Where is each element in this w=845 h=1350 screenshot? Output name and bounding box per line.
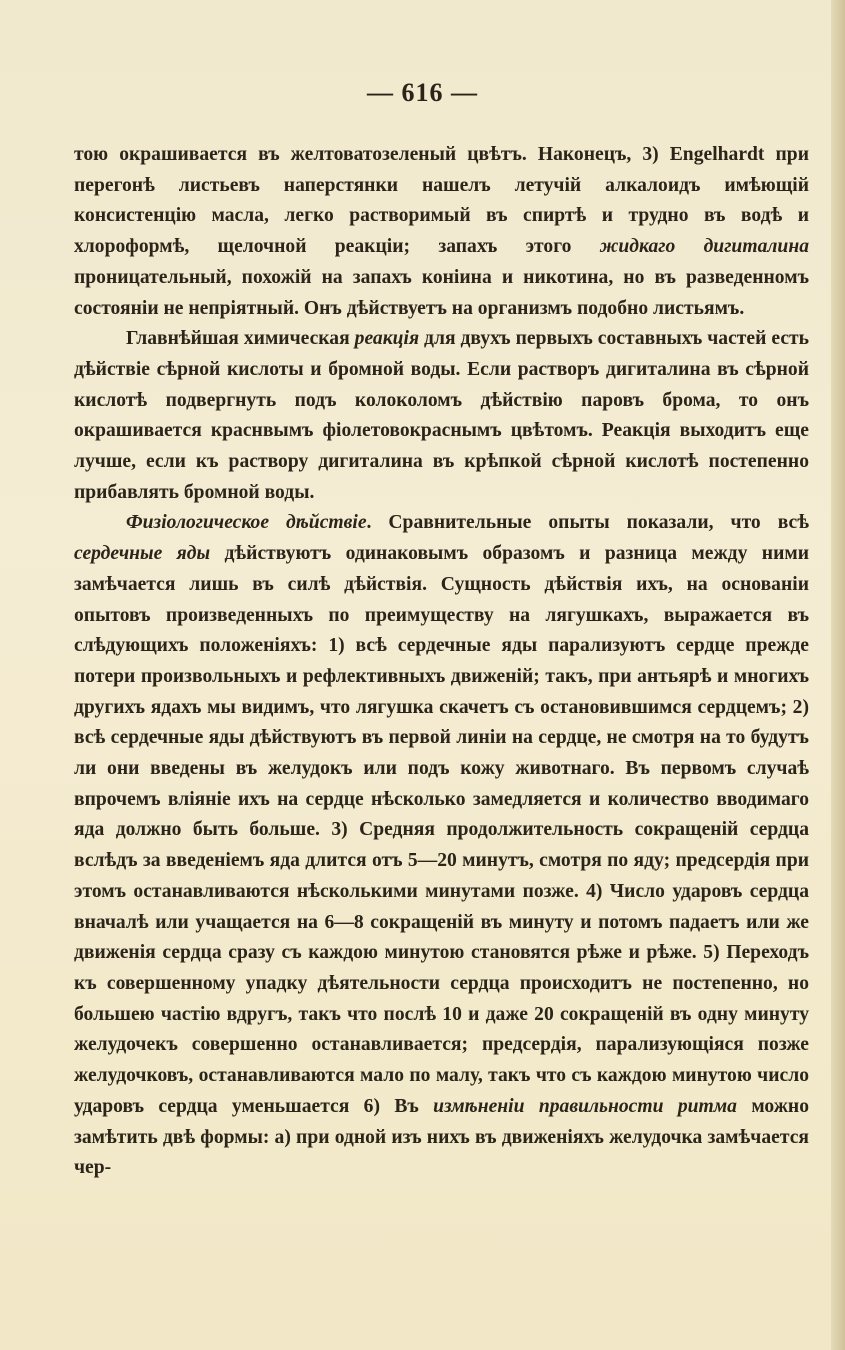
text-run: Главнѣйшая химическая xyxy=(126,328,355,350)
paragraph xyxy=(74,140,809,324)
italic-term: жидкаго дигиталина xyxy=(599,236,809,258)
paragraph xyxy=(74,324,809,508)
text-run: дѣйствуютъ одинаковымъ образомъ и разница между ними замѣчается лишь въ силѣ дѣйствія. Сущность дѣйствія ихъ, на основаніи опытовъ произведенныхъ по преимуществу на лягушкахъ, выражается въ слѣдующихъ положеніяхъ: 1) всѣ сердечные яды парализуютъ сердце прежде потери произвольныхъ и рефлективныхъ движеній; такъ, при антьярѣ и многихъ другихъ ядахъ мы видимъ, что лягушка скачетъ съ остановившимся сердцемъ; 2) всѣ сердечные яды дѣйствуютъ въ первой линіи на сердце, не смотря на то будутъ ли они введены въ желудокъ или подъ кожу животнаго. Въ первомъ случаѣ впрочемъ вліяніе ихъ на сердце нѣсколько замедляется и количество вводимаго яда должно быть больше. 3) Средняя продолжительность сокращеній сердца вслѣдъ за введеніемъ яда длится отъ 5—20 минутъ, смотря по яду; предсердія при этомъ останавливаются нѣсколькими минутами позже. 4) Число ударовъ сердца вначалѣ или учащается на 6—8 сокращеній въ минуту и потомъ падаетъ или же движенія сердца сразу съ каждою минутою становятся рѣже и рѣже. 5) Переходъ къ совершенному упадку дѣятельности сердца происходитъ не постепенно, но большею частію вдругъ, такъ что послѣ 10 и даже 20 сокращеній въ одну минуту желудочекъ совершенно останавливается; предсердія, парализующіяся позже желудочковъ, останавливаются мало по малу, такъ что съ каждою минутою число ударовъ сердца уменьшается 6) Въ xyxy=(74,543,809,1117)
italic-term: реакція xyxy=(354,328,420,350)
text-run: проницательный, похожій на запахъ коніина и никотина, но въ разведенномъ состояніи не непріятный. Онъ дѣйствуетъ на организмъ подобно листьямъ. xyxy=(74,266,809,319)
italic-term: измѣненіи правильности ритма xyxy=(433,1095,737,1117)
paragraph xyxy=(74,508,809,1183)
body-text xyxy=(74,140,809,1184)
page-number: — 616 — xyxy=(367,78,478,107)
text-run: можно замѣтить двѣ формы: а) при одной изъ нихъ въ движеніяхъ желудочка замѣчается чер- xyxy=(74,1095,810,1179)
italic-term: сердечные яды xyxy=(74,543,211,565)
text-run: . Сравнительные опыты показали, что всѣ xyxy=(366,512,809,534)
text-run: для двухъ первыхъ составныхъ частей есть дѣйствіе сѣрной кислоты и бромной воды. Если растворъ дигиталина въ сѣрной кислотѣ подвергнуть подъ колоколомъ дѣйствію паровъ брома, то онъ окрашивается краснвымъ фіолетовокраснымъ цвѣтомъ. Реакція выходитъ еще лучше, если къ раствору дигиталина въ крѣпкой сѣрной кислотѣ постепенно прибавлять бромной воды. xyxy=(74,328,809,503)
text-run: тою окрашивается въ желтоватозеленый цвѣтъ. Наконецъ, 3) Engelhardt при перегонѣ листьевъ наперстянки нашелъ летучій алкалоидъ имѣющій консистенцію масла, легко растворимый въ спиртѣ и трудно въ водѣ и хлороформѣ, щелочной реакціи; запахъ этого xyxy=(74,144,809,258)
page-edge xyxy=(831,0,845,1350)
italic-term: Физіологическое дѣйствіе xyxy=(126,512,367,534)
